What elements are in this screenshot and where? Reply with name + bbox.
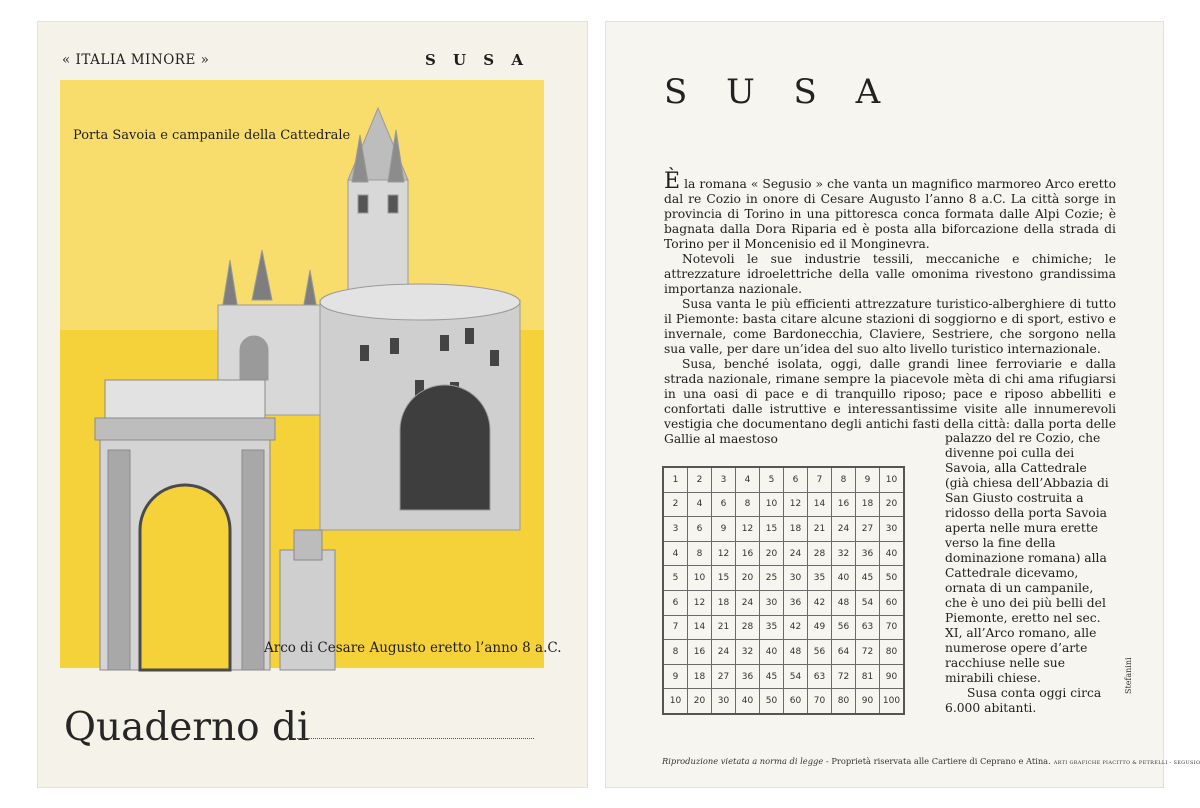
table-cell: 8: [688, 541, 712, 566]
table-row: [663, 467, 904, 492]
table-cell: 12: [784, 492, 808, 517]
table-cell: 9: [663, 664, 688, 689]
table-cell: 6: [688, 517, 712, 542]
table-cell: 100: [880, 689, 905, 714]
caption-porta-savoia: Porta Savoia e campanile della Cattedrale: [73, 128, 351, 143]
table-cell: 2: [663, 492, 688, 517]
table-cell: 21: [808, 517, 832, 542]
table-cell: 8: [663, 640, 688, 665]
table-cell: 50: [760, 689, 784, 714]
table-cell: 28: [808, 541, 832, 566]
table-cell: 30: [784, 566, 808, 591]
table-cell: 28: [736, 615, 760, 640]
table-cell: 24: [832, 517, 856, 542]
table-cell: 3: [663, 517, 688, 542]
table-cell: 81: [856, 664, 880, 689]
table-row: [663, 689, 904, 714]
table-cell: 18: [712, 590, 736, 615]
footer: [662, 756, 1200, 766]
table-cell: 6: [663, 590, 688, 615]
table-cell: 10: [760, 492, 784, 517]
table-cell: 10: [880, 467, 905, 492]
table-cell: 12: [736, 517, 760, 542]
table-cell: 18: [688, 664, 712, 689]
table-cell: 40: [760, 640, 784, 665]
table-cell: 48: [832, 590, 856, 615]
footer-copyright: Riproduzione vietata a norma di legge: [662, 756, 824, 766]
back-title: S U S A: [664, 72, 895, 112]
table-cell: 5: [760, 467, 784, 492]
table-cell: 9: [856, 467, 880, 492]
table-cell: 35: [808, 566, 832, 591]
table-cell: 40: [880, 541, 905, 566]
footer-printer: ARTI GRAFICHE PIACITTO & PETRELLI - SEGUSIO: [1053, 760, 1200, 766]
table-cell: 6: [784, 467, 808, 492]
table-cell: 4: [663, 541, 688, 566]
footer-ownership: - Proprietà riservata alle Cartiere di Ceprano e Atina.: [823, 756, 1051, 766]
multiplication-table: [662, 466, 905, 715]
arch-of-augustus-illustration: [80, 380, 340, 670]
table-cell: 1: [663, 467, 688, 492]
back-cover: [606, 22, 1200, 787]
table-cell: 20: [880, 492, 905, 517]
table-cell: 15: [760, 517, 784, 542]
table-row: [663, 640, 904, 665]
table-cell: 40: [832, 566, 856, 591]
series-label: « ITALIA MINORE »: [62, 52, 210, 68]
table-cell: 36: [736, 664, 760, 689]
table-cell: 7: [808, 467, 832, 492]
table-cell: 4: [688, 492, 712, 517]
table-cell: 20: [688, 689, 712, 714]
paragraph-3: Susa vanta le più efficienti attrezzature turistico-alberghiere di tutto il Piemonte: basta citare alcune stazioni di soggiorno e di sport, estivo e invernale, come Bardonecchia, Claviere, Sestriere, che sorgono nella sua valle, per dare un’idea del suo alto livello turistico internazionale.: [664, 297, 1116, 356]
front-cover: [38, 22, 587, 787]
table-cell: 18: [784, 517, 808, 542]
table-cell: 48: [784, 640, 808, 665]
table-cell: 72: [856, 640, 880, 665]
table-cell: 16: [736, 541, 760, 566]
drop-cap: È: [664, 169, 681, 194]
table-cell: 90: [880, 664, 905, 689]
table-cell: 54: [784, 664, 808, 689]
table-cell: 7: [663, 615, 688, 640]
table-cell: 20: [760, 541, 784, 566]
table-cell: 30: [880, 517, 905, 542]
table-cell: 6: [712, 492, 736, 517]
table-cell: 27: [856, 517, 880, 542]
table-cell: 40: [736, 689, 760, 714]
table-cell: 21: [712, 615, 736, 640]
table-row: [663, 566, 904, 591]
table-cell: 9: [712, 517, 736, 542]
table-cell: 27: [712, 664, 736, 689]
table-cell: 32: [736, 640, 760, 665]
table-cell: 54: [856, 590, 880, 615]
paragraph-2: Notevoli le sue industrie tessili, meccaniche e chimiche; le attrezzature idroelettriche della valle omonima rivestono grandissima importanza nazionale.: [664, 252, 1116, 296]
table-cell: 56: [808, 640, 832, 665]
table-cell: 42: [808, 590, 832, 615]
paragraph-5: Susa conta oggi circa 6.000 abitanti.: [945, 686, 1102, 715]
table-cell: 70: [880, 615, 905, 640]
table-cell: 14: [688, 615, 712, 640]
table-cell: 8: [832, 467, 856, 492]
table-cell: 50: [880, 566, 905, 591]
paragraph-1-text: la romana « Segusio » che vanta un magnifico marmoreo Arco eretto dal re Cozio in onore di Cesare Augusto l’anno 8 a.C. La città sorge in provincia di Torino in una pittoresca conca formata dalle Alpi Cozie; è bagnata dalla Dora Riparia ed è posta alla biforcazione della strada di Torino per il Moncenisio ed il Monginevra.: [664, 177, 1116, 251]
table-cell: 80: [880, 640, 905, 665]
table-cell: 16: [832, 492, 856, 517]
table-cell: 10: [688, 566, 712, 591]
table-cell: 36: [784, 590, 808, 615]
caption-arch: Arco di Cesare Augusto eretto l’anno 8 a.C.: [264, 640, 562, 656]
table-cell: 49: [808, 615, 832, 640]
table-cell: 36: [856, 541, 880, 566]
table-cell: 45: [760, 664, 784, 689]
table-row: [663, 492, 904, 517]
table-cell: 64: [832, 640, 856, 665]
table-cell: 80: [832, 689, 856, 714]
table-cell: 90: [856, 689, 880, 714]
artist-signature: Stefanini: [1124, 657, 1133, 694]
table-cell: 70: [808, 689, 832, 714]
table-cell: 63: [856, 615, 880, 640]
table-cell: 18: [856, 492, 880, 517]
table-cell: 30: [712, 689, 736, 714]
table-cell: 24: [736, 590, 760, 615]
table-cell: 15: [712, 566, 736, 591]
table-cell: 60: [880, 590, 905, 615]
table-row: [663, 615, 904, 640]
table-cell: 3: [712, 467, 736, 492]
main-text: [664, 169, 1116, 447]
table-cell: 10: [663, 689, 688, 714]
table-cell: 5: [663, 566, 688, 591]
table-cell: 4: [736, 467, 760, 492]
table-row: [663, 590, 904, 615]
table-cell: 60: [784, 689, 808, 714]
paragraph-4-continued: palazzo del re Cozio, che divenne poi culla dei Savoia, alla Cattedrale (già chiesa dell’Abbazia di San Giusto costruita a ridosso della porta Savoia aperta nelle mura erette verso la fine della dominazione romana) alla Cattedrale dicevamo, ornata di un campanile, che è uno dei più belli del Piemonte, eretto nel sec. XI, all’Arco romano, alle numerose opere d’arte racchiuse nelle sue mirabili chiese.: [945, 431, 1109, 685]
paragraph-4: Susa, benché isolata, oggi, dalle grandi linee ferroviarie e dalla strada nazionale, rimane sempre la piacevole mèta di chi ama rifugiarsi in una oasi di pace e di tranquillo riposo; pace e riposo abbelliti e confortati dalle istruttive e interessantissime visite alle innumerevoli vestigia che documentano degli antichi fasti della città: dalla porta delle Gallie al maestoso: [664, 357, 1116, 446]
side-text: [945, 431, 1113, 716]
table-cell: 16: [688, 640, 712, 665]
table-row: [663, 517, 904, 542]
table-cell: 20: [736, 566, 760, 591]
table-cell: 14: [808, 492, 832, 517]
table-cell: 25: [760, 566, 784, 591]
table-cell: 12: [712, 541, 736, 566]
cover-illustration-panel: [60, 80, 544, 668]
table-cell: 2: [688, 467, 712, 492]
table-cell: 8: [736, 492, 760, 517]
table-row: [663, 664, 904, 689]
table-cell: 56: [832, 615, 856, 640]
table-row: [663, 541, 904, 566]
name-write-line[interactable]: [294, 738, 534, 739]
table-cell: 24: [712, 640, 736, 665]
table-cell: 42: [784, 615, 808, 640]
town-label: S U S A: [424, 51, 529, 69]
table-cell: 63: [808, 664, 832, 689]
table-cell: 24: [784, 541, 808, 566]
table-cell: 72: [832, 664, 856, 689]
table-cell: 30: [760, 590, 784, 615]
notebook-label: Quaderno di: [64, 705, 310, 750]
table-cell: 35: [760, 615, 784, 640]
table-cell: 45: [856, 566, 880, 591]
table-cell: 12: [688, 590, 712, 615]
table-cell: 32: [832, 541, 856, 566]
paragraph-1: [664, 169, 1116, 252]
